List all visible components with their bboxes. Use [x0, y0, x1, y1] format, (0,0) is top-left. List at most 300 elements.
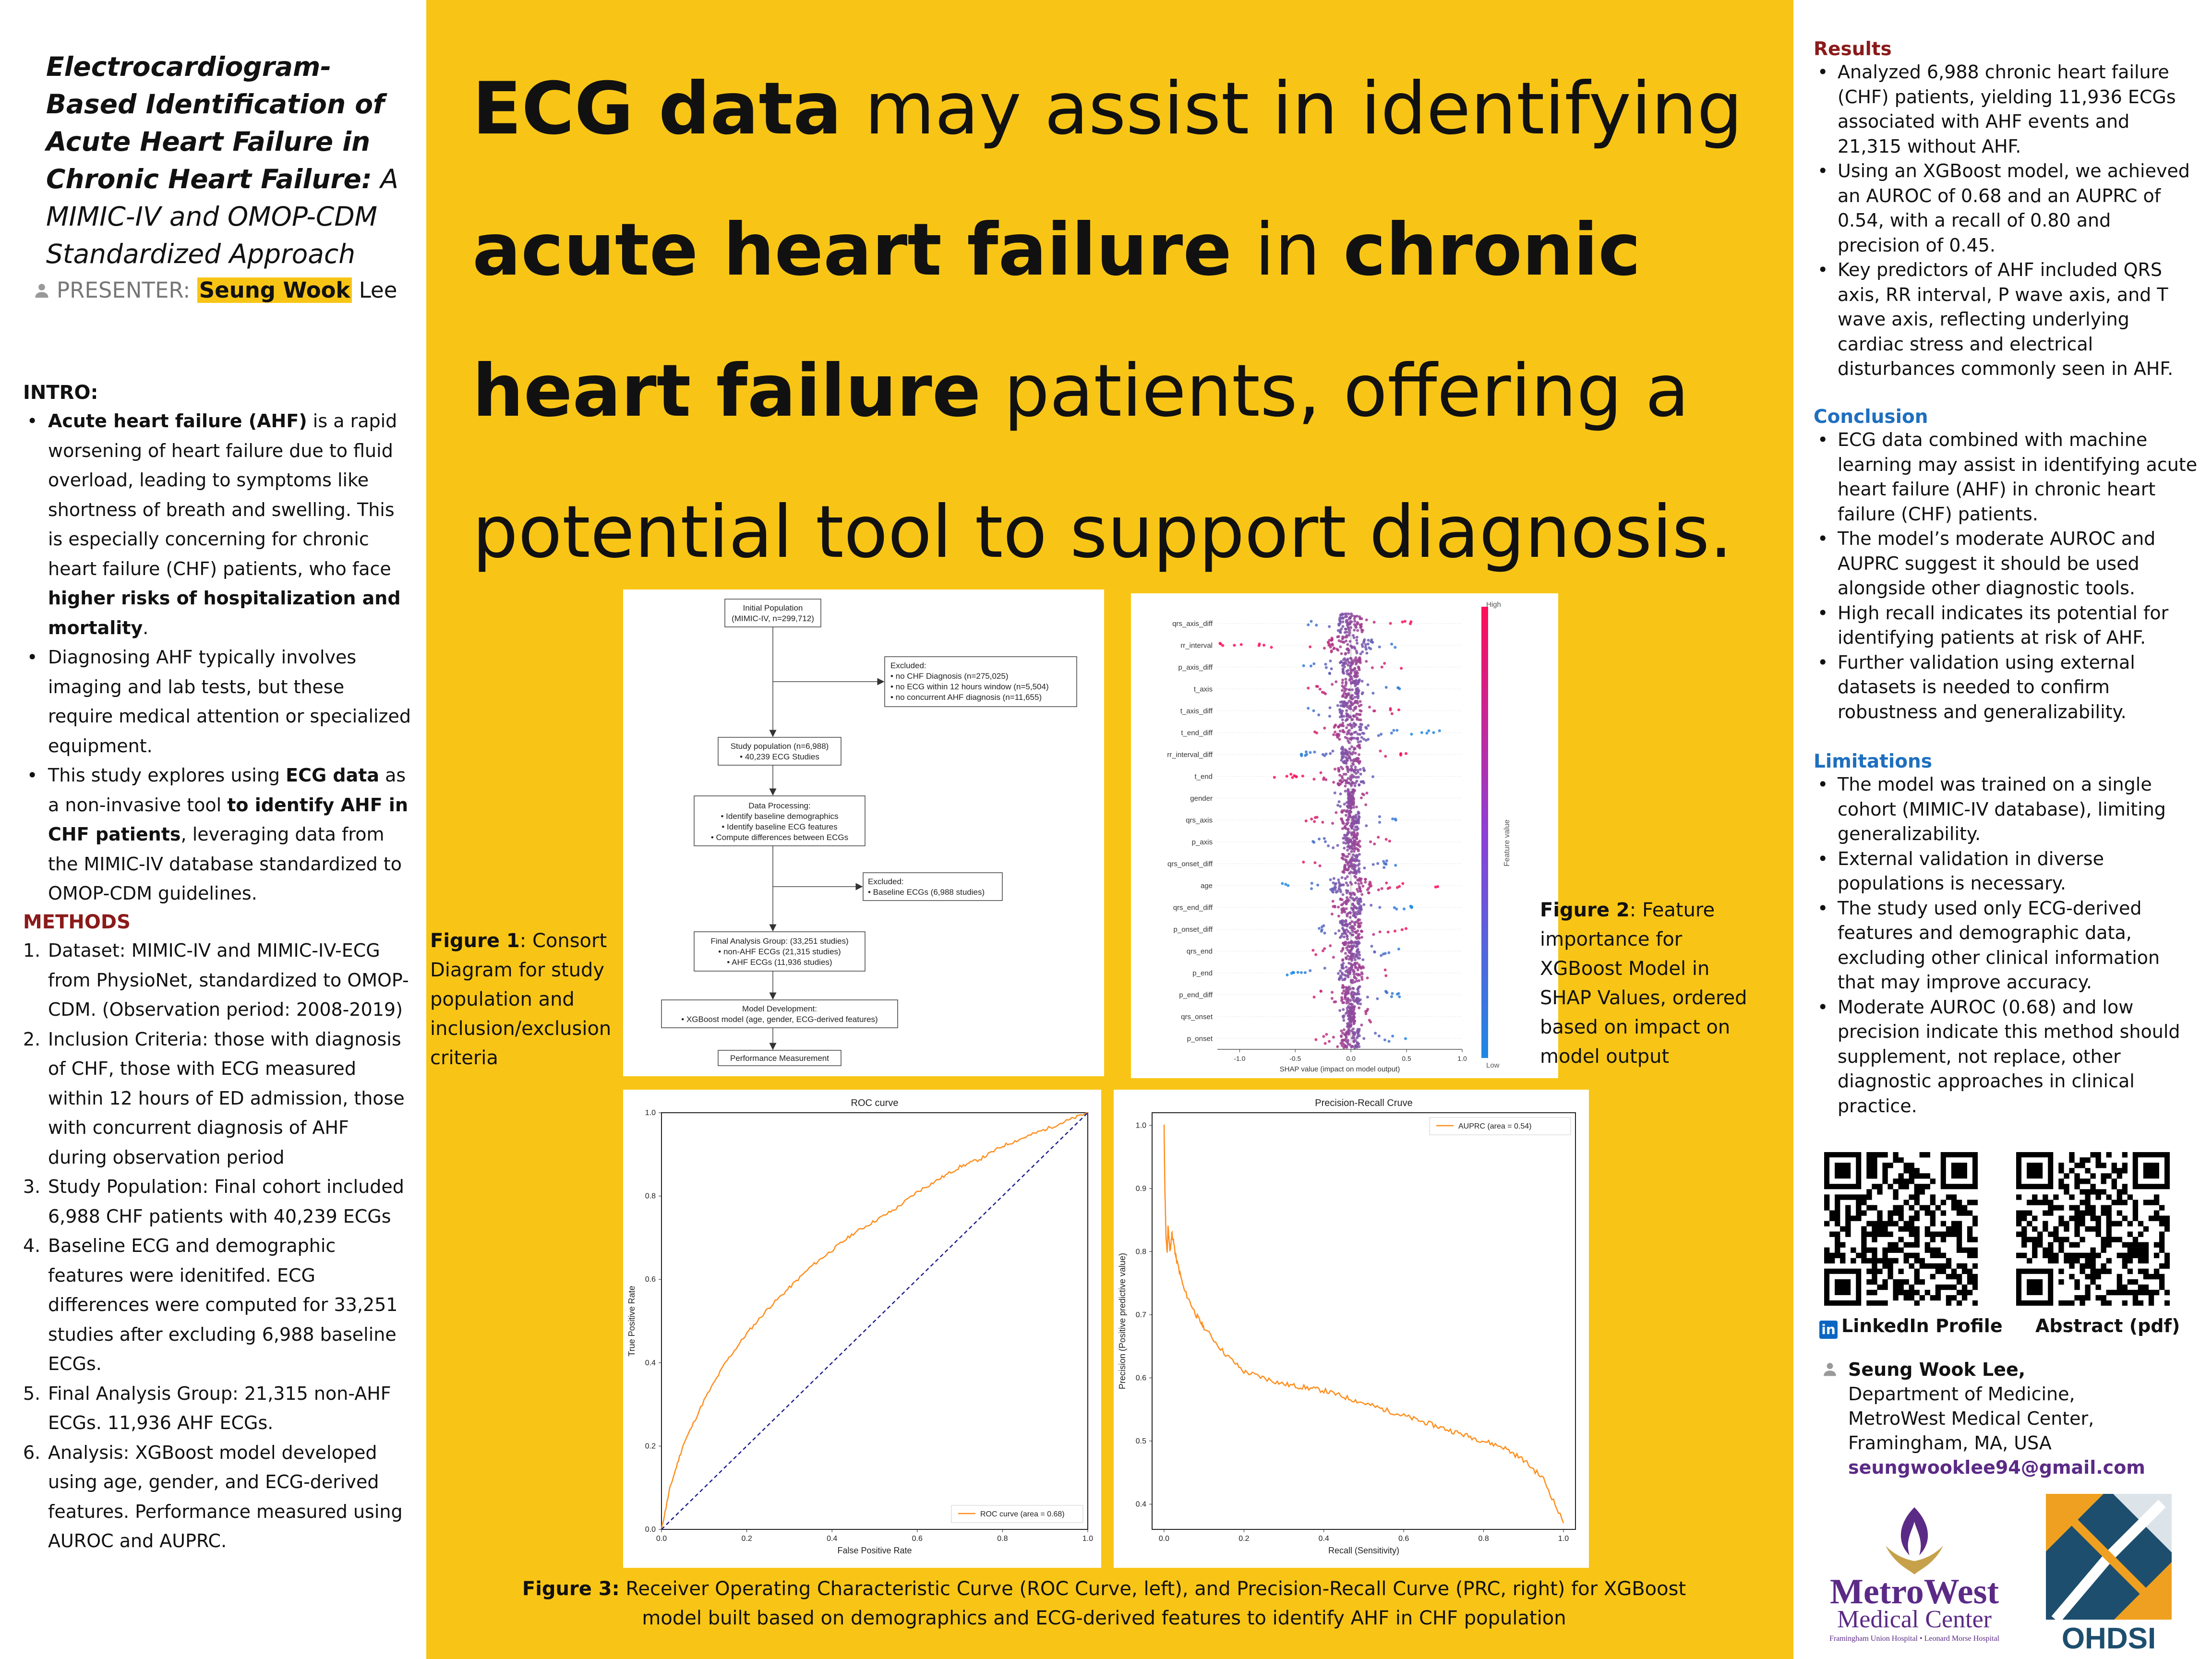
shap-point: [1344, 867, 1346, 870]
shap-point: [1360, 781, 1363, 783]
presenter-label: PRESENTER:: [57, 277, 191, 303]
qr-module: [2037, 1237, 2043, 1242]
qr-module: [2112, 1163, 2117, 1168]
figure-3-roc: [623, 1090, 1101, 1568]
qr-module: [1898, 1269, 1903, 1274]
shap-point: [1383, 862, 1386, 865]
qr-module: [2090, 1152, 2095, 1157]
shap-point: [1341, 681, 1344, 684]
shap-point: [1339, 704, 1342, 707]
shap-point: [1345, 991, 1348, 994]
shap-point: [1343, 847, 1346, 850]
shap-point: [1344, 784, 1347, 787]
shap-point: [1323, 932, 1326, 935]
qr-module: [2143, 1253, 2149, 1258]
qr-module: [1914, 1290, 1920, 1295]
abstract-label: Abstract (pdf): [2035, 1315, 2180, 1336]
qr-module: [2122, 1258, 2128, 1263]
x-tick-label: 0.2: [1238, 1535, 1250, 1543]
qr-module: [2133, 1237, 2138, 1242]
shap-point: [1351, 718, 1354, 721]
qr-finder-center: [2143, 1163, 2159, 1178]
qr-module: [1967, 1290, 1972, 1295]
qr-module: [2085, 1178, 2090, 1184]
shap-point: [1336, 844, 1339, 847]
shap-point: [1348, 872, 1351, 875]
contact-email[interactable]: seungwooklee94@gmail.com: [1848, 1457, 2145, 1478]
shap-point: [1320, 990, 1322, 993]
qr-finder-center: [2027, 1163, 2043, 1178]
qr-module: [1835, 1242, 1840, 1248]
shap-point: [1339, 1042, 1342, 1045]
presenter-line: [34, 277, 397, 303]
shap-point: [1355, 814, 1358, 817]
qr-module: [2053, 1258, 2058, 1263]
shap-point: [1334, 811, 1337, 814]
qr-module: [2101, 1205, 2106, 1210]
qr-module: [2085, 1290, 2090, 1295]
shap-point: [1340, 652, 1343, 655]
shap-point: [1345, 941, 1347, 944]
fig2-caption-bold: Figure 2: [1540, 899, 1630, 921]
shap-point: [1376, 997, 1379, 1000]
shap-point: [1349, 722, 1352, 725]
shap-point: [1359, 626, 1362, 629]
shap-point: [1344, 877, 1347, 880]
qr-module: [2085, 1168, 2090, 1173]
shap-point: [1337, 929, 1340, 932]
qr-module: [2090, 1263, 2095, 1269]
qr-module: [2106, 1258, 2112, 1263]
shap-point: [1332, 750, 1334, 753]
qr-module: [2021, 1226, 2027, 1231]
shap-point: [1365, 792, 1368, 794]
linkedin-profile-link[interactable]: [1819, 1315, 2003, 1339]
shap-point: [1347, 1018, 1350, 1021]
feature-label: t_end: [1194, 772, 1213, 781]
x-tick-label: 0.2: [741, 1535, 752, 1543]
qr-module: [1925, 1210, 1930, 1215]
x-tick-label: 0.0: [1346, 1055, 1356, 1062]
shap-point: [1389, 622, 1392, 625]
qr-module: [2117, 1274, 2122, 1279]
fig3-caption-bold: Figure 3:: [522, 1578, 620, 1600]
shap-point: [1346, 809, 1349, 812]
qr-module: [1925, 1152, 1930, 1157]
qr-module: [2117, 1290, 2122, 1295]
qr-module: [1856, 1200, 1861, 1205]
shap-point: [1361, 650, 1364, 653]
shap-point: [1352, 970, 1355, 973]
shap-point: [1344, 825, 1346, 828]
shap-point: [1354, 826, 1357, 829]
shap-point: [1360, 736, 1363, 739]
qr-module: [1872, 1157, 1877, 1163]
shap-point: [1345, 615, 1348, 618]
qr-module: [2053, 1232, 2058, 1237]
qr-module: [1909, 1263, 1914, 1269]
shap-point: [1300, 971, 1303, 974]
qr-module: [1951, 1205, 1957, 1210]
qr-module: [1972, 1221, 1978, 1226]
shap-point: [1340, 817, 1343, 820]
feature-label: p_end: [1192, 969, 1213, 977]
y-tick-label: 0.4: [1135, 1500, 1146, 1509]
qr-module: [2085, 1258, 2090, 1263]
y-tick-label: 0.6: [645, 1275, 656, 1284]
qr-module: [2090, 1226, 2095, 1231]
shap-point: [1357, 819, 1360, 822]
shap-point: [1358, 784, 1360, 787]
shap-point: [1307, 624, 1310, 626]
shap-point: [1342, 893, 1345, 896]
legend-label: AUPRC (area = 0.54): [1458, 1122, 1532, 1130]
qr-module: [2133, 1300, 2138, 1306]
shap-point: [1348, 923, 1351, 926]
qr-module: [2058, 1242, 2064, 1248]
qr-module: [1893, 1194, 1898, 1200]
presenter-last-name: Lee: [352, 277, 397, 303]
shap-point: [1355, 626, 1358, 629]
shap-point: [1304, 754, 1307, 757]
shap-point: [1343, 978, 1346, 981]
box-excl1-head: Excluded:: [890, 661, 926, 670]
shap-point: [1346, 923, 1348, 926]
qr-module: [2154, 1200, 2159, 1205]
qr-module: [2074, 1210, 2080, 1215]
shap-point: [1341, 781, 1344, 783]
shap-point: [1396, 886, 1399, 889]
qr-module: [2164, 1226, 2170, 1231]
shap-point: [1323, 967, 1326, 970]
qr-module: [1904, 1226, 1909, 1231]
qr-module: [1904, 1163, 1909, 1168]
shap-point: [1350, 765, 1353, 768]
qr-module: [2117, 1173, 2122, 1178]
qr-module: [1824, 1200, 1829, 1205]
qr-module: [1824, 1194, 1829, 1200]
shap-point: [1330, 650, 1333, 653]
intro-b1-text: is a rapid worsening of heart failure due to fluid overload, leading to symptoms like shortness of breath and swelling. This is especially concerning for chronic heart failure (CHF) patients, who face: [48, 410, 397, 579]
qr-module: [1872, 1269, 1877, 1274]
qr-module: [2080, 1269, 2085, 1274]
shap-point: [1328, 672, 1331, 675]
shap-point: [1331, 991, 1334, 994]
qr-module: [2069, 1258, 2074, 1263]
shap-point: [1354, 759, 1357, 762]
qr-module: [1877, 1184, 1882, 1189]
methods-item: [23, 1231, 412, 1379]
x-tick-label: 0.6: [912, 1535, 923, 1543]
qr-module: [1845, 1205, 1851, 1210]
qr-module: [2106, 1194, 2112, 1200]
qr-module: [2164, 1263, 2170, 1269]
shap-point: [1355, 955, 1358, 958]
shap-point: [1356, 717, 1358, 720]
qr-module: [1877, 1285, 1882, 1290]
qr-module: [1904, 1258, 1909, 1263]
shap-point: [1392, 729, 1395, 732]
shap-point: [1344, 998, 1346, 1000]
shap-point: [1345, 639, 1347, 642]
qr-module: [1872, 1274, 1877, 1279]
qr-module: [1887, 1258, 1893, 1263]
qr-module: [2143, 1258, 2149, 1263]
shap-point: [1347, 842, 1350, 844]
shap-point: [1359, 890, 1362, 893]
qr-module: [1824, 1253, 1829, 1258]
qr-module: [1962, 1210, 1967, 1215]
shap-point: [1349, 645, 1352, 648]
methods-item-text: Dataset: MIMIC-IV and MIMIC-IV-ECG from PhysioNet, standardized to OMOP-CDM. (Observation period: 2008-2019): [48, 940, 409, 1020]
shap-point: [1345, 966, 1347, 969]
shap-point: [1358, 753, 1360, 756]
qr-module: [1962, 1295, 1967, 1300]
qr-module: [1882, 1232, 1887, 1237]
shap-point: [1342, 658, 1345, 661]
qr-module: [2048, 1242, 2053, 1248]
qr-module: [2106, 1232, 2112, 1237]
qr-module: [2101, 1263, 2106, 1269]
shap-point: [1344, 736, 1347, 739]
qr-module: [1972, 1279, 1978, 1285]
qr-module: [1941, 1232, 1946, 1237]
qr-module: [2138, 1285, 2143, 1290]
qr-module: [1967, 1279, 1972, 1285]
shap-point: [1345, 957, 1348, 960]
qr-module: [1877, 1232, 1882, 1237]
qr-module: [1946, 1295, 1951, 1300]
shap-point: [1357, 918, 1360, 921]
y-tick-label: 0.2: [645, 1442, 656, 1451]
shap-point: [1359, 898, 1362, 901]
shap-point: [1354, 958, 1357, 961]
shap-point: [1384, 974, 1387, 977]
qr-module: [2106, 1226, 2112, 1231]
qr-module: [2032, 1242, 2037, 1248]
shap-point: [1352, 998, 1355, 1001]
shap-point: [1356, 780, 1358, 782]
qr-module: [2106, 1237, 2112, 1242]
shap-point: [1341, 709, 1344, 712]
box-excl1-a: • no CHF Diagnosis (n=275,025): [890, 672, 1009, 681]
qr-module: [2154, 1194, 2159, 1200]
y-tick-label: 0.5: [1135, 1437, 1146, 1445]
shap-point: [1335, 891, 1338, 894]
qr-module: [2016, 1232, 2021, 1237]
shap-point: [1348, 809, 1351, 812]
qr-module: [2090, 1173, 2095, 1178]
shap-point: [1387, 931, 1390, 934]
shap-point: [1385, 990, 1388, 993]
qr-module: [2101, 1269, 2106, 1274]
shap-point: [1350, 959, 1353, 962]
qr-module: [1936, 1248, 1941, 1253]
shap-point: [1353, 646, 1356, 649]
y-tick-label: 1.0: [645, 1109, 656, 1117]
shap-point: [1329, 660, 1332, 662]
qr-module: [1866, 1258, 1872, 1263]
qr-module: [2064, 1253, 2069, 1258]
shap-point: [1370, 904, 1372, 907]
claim-text-4: in: [1232, 208, 1344, 292]
shap-point: [1351, 843, 1354, 846]
qr-module: [1925, 1242, 1930, 1248]
qr-module: [1866, 1221, 1872, 1226]
shap-point: [1362, 641, 1365, 644]
shap-point: [1348, 688, 1351, 691]
qr-module: [2032, 1248, 2037, 1253]
shap-point: [1349, 716, 1352, 719]
qr-module: [2159, 1215, 2164, 1221]
linkedin-qr-code[interactable]: [1824, 1152, 1978, 1306]
shap-point: [1341, 973, 1344, 976]
qr-module: [1920, 1279, 1925, 1285]
shap-point: [1390, 643, 1393, 646]
y-tick-label: 0.9: [1135, 1184, 1146, 1193]
qr-module: [2027, 1221, 2032, 1226]
qr-module: [2016, 1215, 2021, 1221]
person-icon: [34, 282, 50, 299]
qr-module: [2112, 1168, 2117, 1173]
qr-module: [1861, 1258, 1866, 1263]
abstract-pdf-link[interactable]: [2035, 1315, 2180, 1336]
qr-module: [2058, 1215, 2064, 1221]
qr-module: [2149, 1274, 2154, 1279]
shap-point: [1344, 952, 1347, 955]
qr-module: [1930, 1248, 1936, 1253]
qr-module: [1893, 1295, 1898, 1300]
shap-point: [1340, 810, 1343, 813]
shap-point: [1356, 979, 1358, 982]
qr-module: [2133, 1200, 2138, 1205]
shap-point: [1332, 781, 1335, 784]
shap-point: [1373, 621, 1376, 624]
qr-module: [2090, 1189, 2095, 1194]
qr-module: [2085, 1295, 2090, 1300]
qr-module: [2080, 1178, 2085, 1184]
qr-module: [1877, 1189, 1882, 1194]
qr-module: [1936, 1232, 1941, 1237]
shap-point: [1356, 636, 1358, 638]
shap-point: [1346, 863, 1349, 866]
limitations-item: • The model was trained on a single cohort (MIMIC-IV database), limiting generalizability.: [1814, 772, 2198, 847]
qr-module: [2069, 1168, 2074, 1173]
qr-module: [1893, 1258, 1898, 1263]
qr-module: [1887, 1184, 1893, 1189]
shap-point: [1354, 924, 1357, 926]
qr-module: [1920, 1173, 1925, 1178]
qr-module: [2085, 1210, 2090, 1215]
qr-module: [1930, 1210, 1936, 1215]
qr-module: [2154, 1215, 2159, 1221]
main-claim: [472, 38, 1744, 603]
qr-module: [1829, 1253, 1835, 1258]
feature-label: t_end_diff: [1181, 729, 1213, 737]
qr-finder-center: [1951, 1163, 1967, 1178]
methods-item: [23, 1172, 412, 1231]
qr-module: [1872, 1221, 1877, 1226]
qr-module: [1882, 1152, 1887, 1157]
qr-module: [2128, 1290, 2133, 1295]
shap-point: [1358, 985, 1361, 988]
shap-point: [1348, 845, 1351, 848]
qr-module: [2133, 1210, 2138, 1215]
qr-module: [1887, 1269, 1893, 1274]
shap-point: [1343, 803, 1346, 805]
shap-point: [1343, 662, 1346, 665]
qr-module: [1840, 1258, 1845, 1263]
shap-point: [1342, 671, 1345, 674]
shap-point: [1339, 723, 1342, 726]
methods-list: [23, 936, 412, 1556]
shap-point: [1334, 886, 1337, 889]
qr-module: [2133, 1242, 2138, 1248]
qr-module: [2159, 1279, 2164, 1285]
qr-module: [1872, 1173, 1877, 1178]
methods-item-text: Baseline ECG and demographic features were idenitifed. ECG differences were computed for 33,251 studies after excluding 6,988 baseline ECGs.: [48, 1235, 398, 1374]
qr-module: [2048, 1200, 2053, 1205]
shap-point: [1310, 620, 1313, 623]
shap-point: [1401, 928, 1404, 931]
x-tick-label: 1.0: [1457, 1055, 1467, 1062]
qr-module: [2112, 1178, 2117, 1184]
shap-point: [1341, 853, 1344, 856]
shap-point: [1368, 706, 1371, 709]
shap-point: [1364, 804, 1367, 806]
qr-module: [1946, 1194, 1951, 1200]
qr-module: [2043, 1226, 2048, 1231]
shap-point: [1345, 693, 1348, 696]
shap-point: [1289, 773, 1292, 776]
shap-point: [1344, 855, 1347, 858]
shap-point: [1341, 768, 1344, 770]
qr-module: [1951, 1226, 1957, 1231]
qr-module: [1957, 1279, 1962, 1285]
shap-point: [1346, 718, 1349, 721]
shap-point: [1346, 621, 1349, 624]
qr-module: [2159, 1205, 2164, 1210]
qr-module: [1904, 1295, 1909, 1300]
shap-point: [1341, 964, 1344, 967]
figure-1-consort: [623, 589, 1104, 1076]
shap-point: [1336, 736, 1339, 739]
qr-module: [2053, 1226, 2058, 1231]
intro-section: [23, 382, 412, 909]
qr-module: [1967, 1253, 1972, 1258]
qr-module: [2101, 1300, 2106, 1306]
shap-point: [1343, 836, 1346, 839]
shap-point: [1301, 775, 1304, 778]
shap-point: [1355, 649, 1358, 652]
shap-point: [1291, 776, 1294, 779]
intro-b1-bold2: higher risks of hospitalization and mortality: [48, 588, 401, 638]
claim-bold-5: chronic heart failure: [472, 208, 1641, 433]
shap-point: [1345, 634, 1348, 637]
qr-module: [1893, 1279, 1898, 1285]
qr-module: [2096, 1221, 2101, 1226]
shap-point: [1394, 646, 1396, 649]
qr-module: [1914, 1279, 1920, 1285]
shap-point: [1399, 752, 1402, 755]
shap-point: [1353, 629, 1356, 632]
shap-point: [1350, 949, 1353, 952]
shap-point: [1313, 861, 1316, 864]
shap-point: [1352, 661, 1355, 663]
shap-point: [1371, 775, 1374, 778]
abstract-qr-code[interactable]: [2016, 1152, 2170, 1306]
shap-point: [1346, 1041, 1349, 1044]
